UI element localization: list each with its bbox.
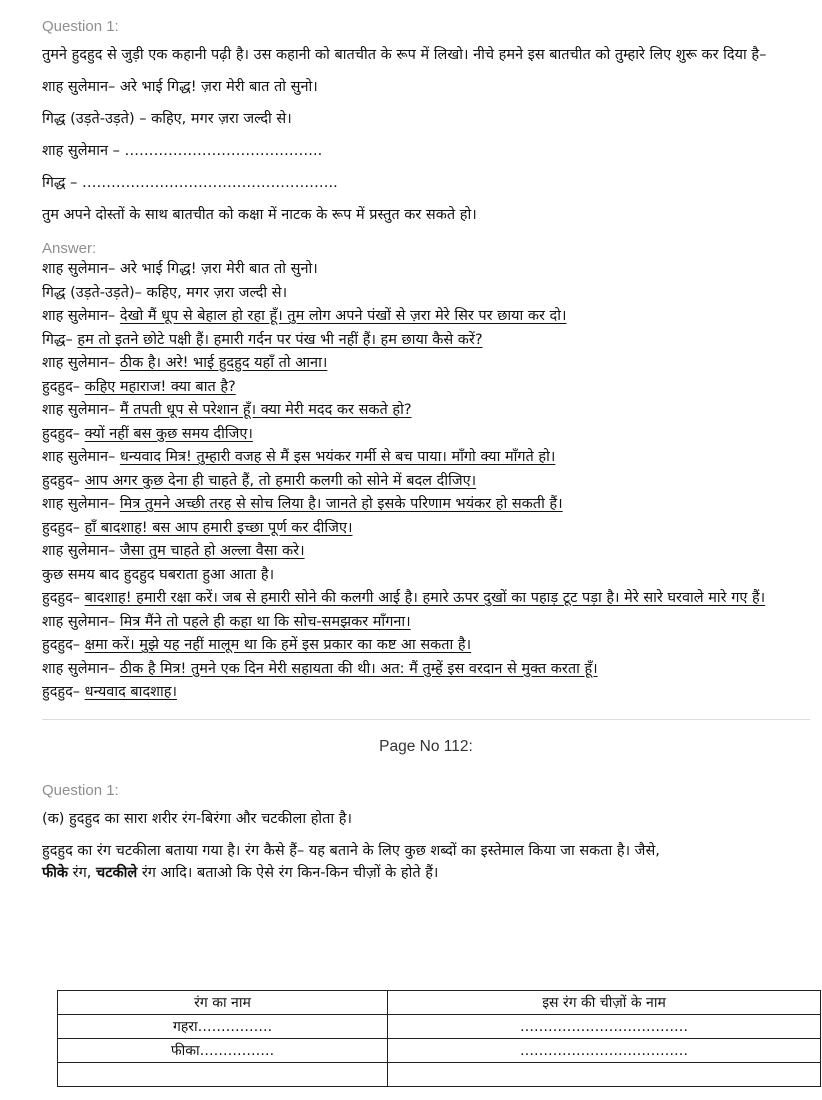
- reply-text: हम तो इतने छोटे पक्षी हैं। हमारी गर्दन पर पंख भी नहीं हैं। हम छाया कैसे करें?: [77, 331, 483, 348]
- dialogue-line: शाह सुलेमान– अरे भाई गिद्ध! ज़रा मेरी बात तो सुनो।: [42, 79, 318, 95]
- answer-line: [42, 540, 810, 564]
- document-page: [42, 18, 810, 884]
- table-cell: [388, 1063, 821, 1087]
- paragraph-text: रंग,: [68, 864, 96, 881]
- speaker: कुछ समय बाद हुदहुद घबराता हुआ आता है।: [42, 566, 275, 583]
- answer-line: [42, 681, 810, 705]
- answer-line: [42, 517, 810, 541]
- reply-text: आप अगर कुछ देना ही चाहते हैं, तो हमारी कलगी को सोने में बदल दीजिए।: [84, 472, 477, 489]
- reply-text: धन्यवाद बादशाह।: [84, 684, 177, 700]
- answer-line: [42, 446, 810, 470]
- answer-line: [42, 587, 810, 611]
- speaker: हुदहुद–: [42, 590, 85, 606]
- paragraph-text: हुदहुद का रंग चटकीला बताया गया है। रंग कैसे हैं– यह बताने के लिए कुछ शब्दों का इस्तेमाल किया जा सकता है। जैसे,: [42, 842, 660, 859]
- question-instruction: तुम अपने दोस्तों के साथ बातचीत को कक्षा में नाटक के रूप में प्रस्तुत कर सकते हो।: [42, 207, 477, 223]
- speaker: हुदहुद–: [42, 684, 85, 700]
- bold-word-feeke: फीके: [42, 864, 69, 881]
- question-intro: तुमने हुदहुद से जुड़ी एक कहानी पढ़ी है। उस कहानी को बातचीत के रूप में लिखो। नीचे हमने इस बातचीत को तुम्हारे लिए शुरू कर दिया है–: [42, 47, 767, 63]
- answer-line: [42, 305, 810, 329]
- table-cell: ………………………………: [388, 1039, 821, 1063]
- answer-line: [42, 564, 810, 588]
- answer-dialogue: [42, 258, 810, 705]
- table-cell: गहरा…………….: [58, 1015, 388, 1039]
- table-cell: [58, 1063, 388, 1087]
- table-row: [58, 1015, 821, 1039]
- reply-text: देखो मैं धूप से बेहाल हो रहा हूँ। तुम लोग अपने पंखों से ज़रा मेरे सिर पर छाया कर दो।: [119, 308, 567, 324]
- dialogue-line: गिद्ध – ……………………………………………..: [42, 175, 338, 191]
- answer-line: [42, 493, 810, 517]
- dialogue-line: शाह सुलेमान – …………………………………..: [42, 143, 323, 159]
- answer-line: [42, 611, 810, 635]
- question-paragraph: [42, 840, 810, 884]
- color-table: [57, 990, 821, 1087]
- answer-line: [42, 258, 810, 282]
- speaker: शाह सुलेमान–: [42, 355, 120, 371]
- question-label-2: Question 1:: [42, 781, 119, 799]
- table-header-row: [58, 991, 821, 1015]
- speaker: शाह सुलेमान–: [42, 543, 120, 559]
- section-divider: [42, 719, 810, 720]
- dialogue-line: गिद्ध (उड़ते-उड़ते) – कहिए, मगर ज़रा जल्दी से।: [42, 111, 292, 127]
- speaker: हुदहुद–: [42, 378, 85, 395]
- speaker: गिद्ध–: [42, 331, 78, 348]
- reply-text: क्यों नहीं बस कुछ समय दीजिए।: [84, 425, 253, 442]
- column-header: इस रंग की चीज़ों के नाम: [388, 991, 821, 1015]
- answer-line: [42, 470, 810, 494]
- reply-text: जैसा तुम चाहते हो अल्ला वैसा करे।: [119, 543, 305, 559]
- answer-line: [42, 634, 810, 658]
- answer-line: [42, 352, 810, 376]
- answer-line: [42, 329, 810, 353]
- speaker: हुदहुद–: [42, 472, 85, 489]
- table-cell: फीका…………….: [58, 1039, 388, 1063]
- table-cell: ………………………………: [388, 1015, 821, 1039]
- speaker: शाह सुलेमान–: [42, 402, 120, 418]
- bold-word-chatkile: चटकीले: [96, 864, 138, 881]
- speaker: शाह सुलेमान–: [42, 660, 120, 677]
- table-row: [58, 1063, 821, 1087]
- speaker: हुदहुद–: [42, 425, 85, 442]
- speaker: हुदहुद–: [42, 519, 85, 536]
- reply-text: कहिए महाराज! क्या बात है?: [84, 378, 236, 395]
- paragraph-text: रंग आदि। बताओ कि ऐसे रंग किन-किन चीज़ों के होते हैं।: [137, 864, 439, 881]
- speaker: गिद्ध (उड़ते-उड़ते)– कहिए, मगर ज़रा जल्दी से।: [42, 284, 288, 301]
- answer-line: [42, 658, 810, 682]
- reply-text: ठीक है मित्र! तुमने एक दिन मेरी सहायता की थी। अत: मैं तुम्हें इस वरदान से मुक्त करता हूँ।: [119, 660, 598, 677]
- speaker: शाह सुलेमान– अरे भाई गिद्ध! ज़रा मेरी बात तो सुनो।: [42, 261, 318, 277]
- reply-text: हाँ बादशाह! बस आप हमारी इच्छा पूर्ण कर दीजिए।: [84, 519, 353, 536]
- answer-line: [42, 423, 810, 447]
- answer-line: [42, 282, 810, 306]
- reply-text: क्षमा करें। मुझे यह नहीं मालूम था कि हमें इस प्रकार का कष्ट आ सकता है।: [84, 637, 472, 653]
- sub-question: (क) हुदहुद का सारा शरीर रंग-बिरंगा और चटकीला होता है।: [42, 810, 352, 827]
- answer-label: Answer:: [42, 240, 97, 257]
- answer-line: [42, 376, 810, 400]
- speaker: शाह सुलेमान–: [42, 308, 120, 324]
- speaker: हुदहुद–: [42, 637, 85, 653]
- reply-text: धन्यवाद मित्र! तुम्हारी वजह से मैं इस भयंकर गर्मी से बच पाया। माँगो क्या माँगते हो।: [119, 449, 556, 465]
- page-number-heading: Page No 112:: [379, 737, 473, 755]
- table-row: [58, 1039, 821, 1063]
- reply-text: बादशाह! हमारी रक्षा करें। जब से हमारी सोने की कलगी आई है। हमारे ऊपर दुखों का पहाड़ टूट पड़ा है। मेरे सारे घरवाले मारे गए हैं।: [84, 590, 766, 606]
- column-header: रंग का नाम: [58, 991, 388, 1015]
- answer-line: [42, 399, 810, 423]
- speaker: शाह सुलेमान–: [42, 449, 120, 465]
- reply-text: मित्र तुमने अच्छी तरह से सोच लिया है। जानते हो इसके परिणाम भयंकर हो सकती हैं।: [119, 496, 563, 512]
- question-label: Question 1:: [42, 18, 119, 35]
- speaker: शाह सुलेमान–: [42, 496, 120, 512]
- reply-text: मित्र मैंने तो पहले ही कहा था कि सोच-समझकर माँगना।: [119, 613, 411, 630]
- reply-text: मैं तपती धूप से परेशान हूँ। क्या मेरी मदद कर सकते हो?: [119, 402, 412, 418]
- reply-text: ठीक है। अरे! भाई हुदहुद यहाँ तो आना।: [119, 355, 328, 371]
- speaker: शाह सुलेमान–: [42, 613, 120, 630]
